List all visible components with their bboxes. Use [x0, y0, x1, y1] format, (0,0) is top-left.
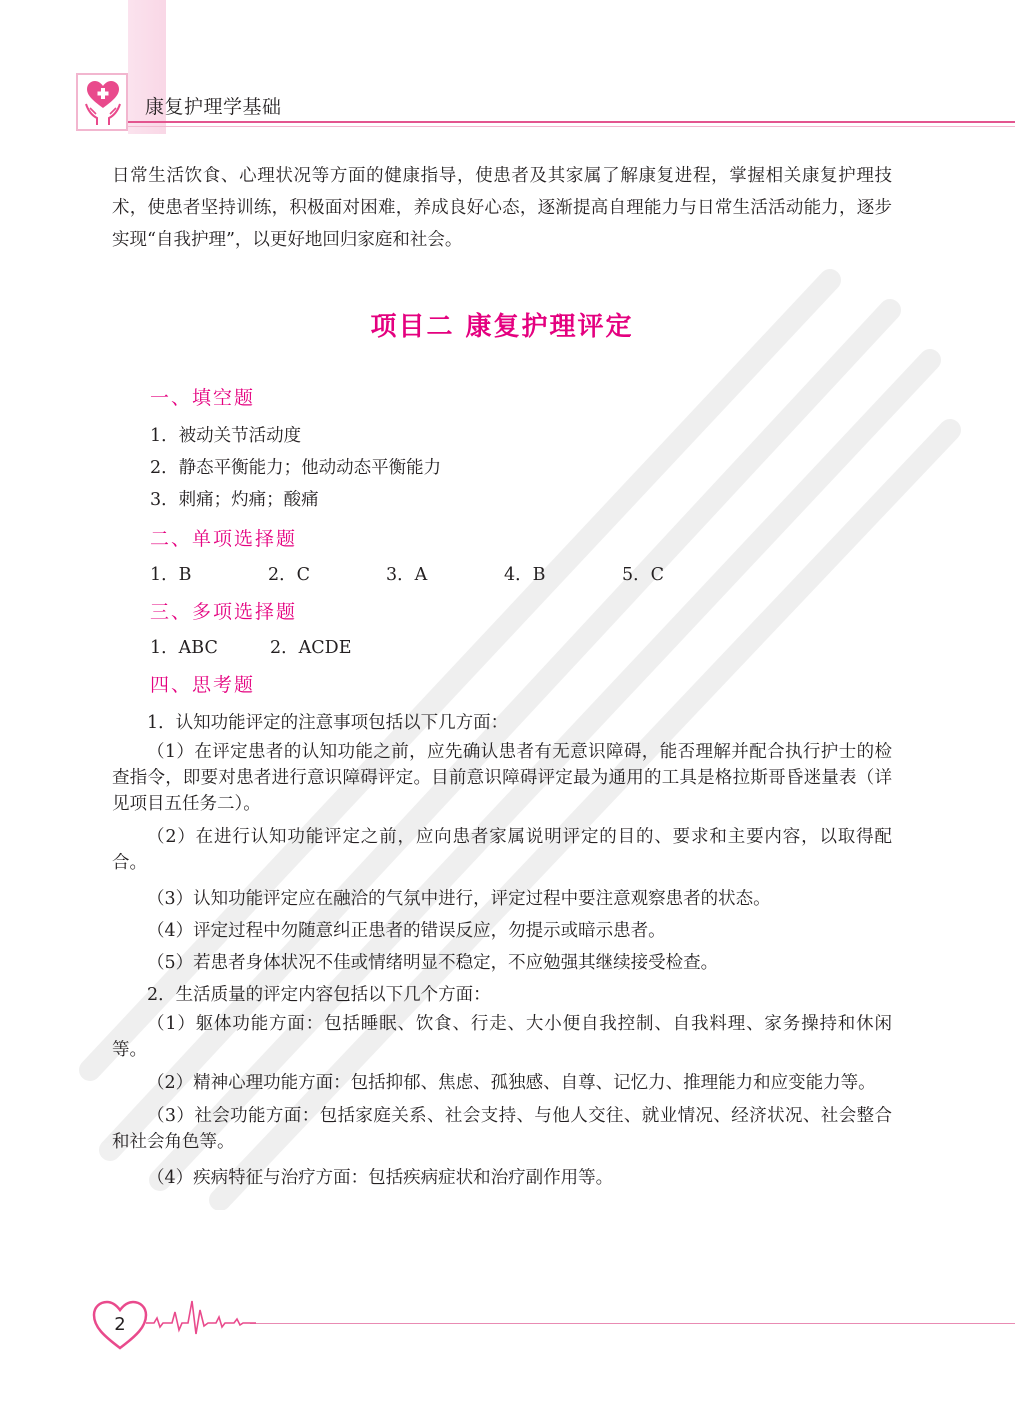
running-head-title: 康复护理学基础 — [145, 96, 282, 118]
answer-paragraph: （2）精神心理功能方面：包括抑郁、焦虑、孤独感、自尊、记忆力、推理能力和应变能力等。 — [147, 1073, 876, 1093]
header-rule-thin — [128, 126, 1015, 127]
question-2: 2．生活质量的评定内容包括以下几个方面： — [147, 985, 491, 1005]
page-content — [112, 160, 892, 1194]
answer-item: 3．A — [386, 565, 428, 585]
answer-paragraph: （2）在进行认知功能评定之前，应向患者家属说明评定的目的、要求和主要内容，以取得配合。 — [112, 827, 892, 873]
heart-hands-icon — [82, 78, 124, 128]
section-heading-fill-blank: 一、填空题 — [150, 387, 256, 409]
single-choice-answers — [150, 561, 892, 589]
section-heading-single-choice: 二、单项选择题 — [150, 528, 298, 550]
answer-item: 1．B — [150, 565, 192, 585]
list-item: 2．静态平衡能力；他动动态平衡能力 — [150, 458, 442, 478]
section-heading-thinking: 四、思考题 — [150, 674, 256, 696]
answer-item: 2．ACDE — [270, 638, 352, 658]
question-1: 1．认知功能评定的注意事项包括以下几方面： — [147, 713, 509, 733]
list-item: 1．被动关节活动度 — [150, 426, 302, 446]
answer-paragraph: （1）躯体功能方面：包括睡眠、饮食、行走、大小便自我控制、自我料理、家务操持和休闲等。 — [112, 1014, 892, 1060]
heartbeat-line-icon — [146, 1296, 256, 1336]
header-rule — [128, 121, 1015, 123]
section-heading-multi-choice: 三、多项选择题 — [150, 601, 298, 623]
answer-paragraph: （1）在评定患者的认知功能之前，应先确认患者有无意识障碍，能否理解并配合执行护士的检查指令，即要对患者进行意识障碍评定。目前意识障碍评定最为通用的工具是格拉斯哥昏迷量表（详见项目五任务二）。 — [112, 742, 892, 814]
answer-item: 1．ABC — [150, 638, 218, 658]
project-title: 项目二 康复护理评定 — [370, 312, 634, 342]
answer-item: 2．C — [268, 565, 311, 585]
answer-paragraph: （3）认知功能评定应在融洽的气氛中进行，评定过程中要注意观察患者的状态。 — [147, 889, 771, 909]
answer-paragraph: （4）评定过程中勿随意纠正患者的错误反应，勿提示或暗示患者。 — [147, 921, 666, 941]
intro-paragraph: 日常生活饮食、心理状况等方面的健康指导，使患者及其家属了解康复进程，掌握相关康复护理技术，使患者坚持训练，积极面对困难，养成良好心态，逐渐提高自理能力与日常生活活动能力，逐步实现“自我护理”，以更好地回归家庭和社会。 — [112, 166, 892, 250]
answer-item: 4．B — [504, 565, 546, 585]
answer-paragraph: （3）社会功能方面：包括家庭关系、社会支持、与他人交往、就业情况、经济状况、社会整合和社会角色等。 — [112, 1106, 892, 1152]
answer-item: 5．C — [622, 565, 665, 585]
list-item: 3．刺痛；灼痛；酸痛 — [150, 490, 319, 510]
footer-rule — [250, 1323, 1015, 1324]
page-number: 2 — [114, 1314, 126, 1335]
book-logo — [76, 73, 128, 131]
answer-paragraph: （5）若患者身体状况不佳或情绪明显不稳定，不应勉强其继续接受检查。 — [147, 953, 719, 973]
answer-paragraph: （4）疾病特征与治疗方面：包括疾病症状和治疗副作用等。 — [147, 1168, 614, 1188]
multi-choice-answers — [150, 634, 892, 662]
